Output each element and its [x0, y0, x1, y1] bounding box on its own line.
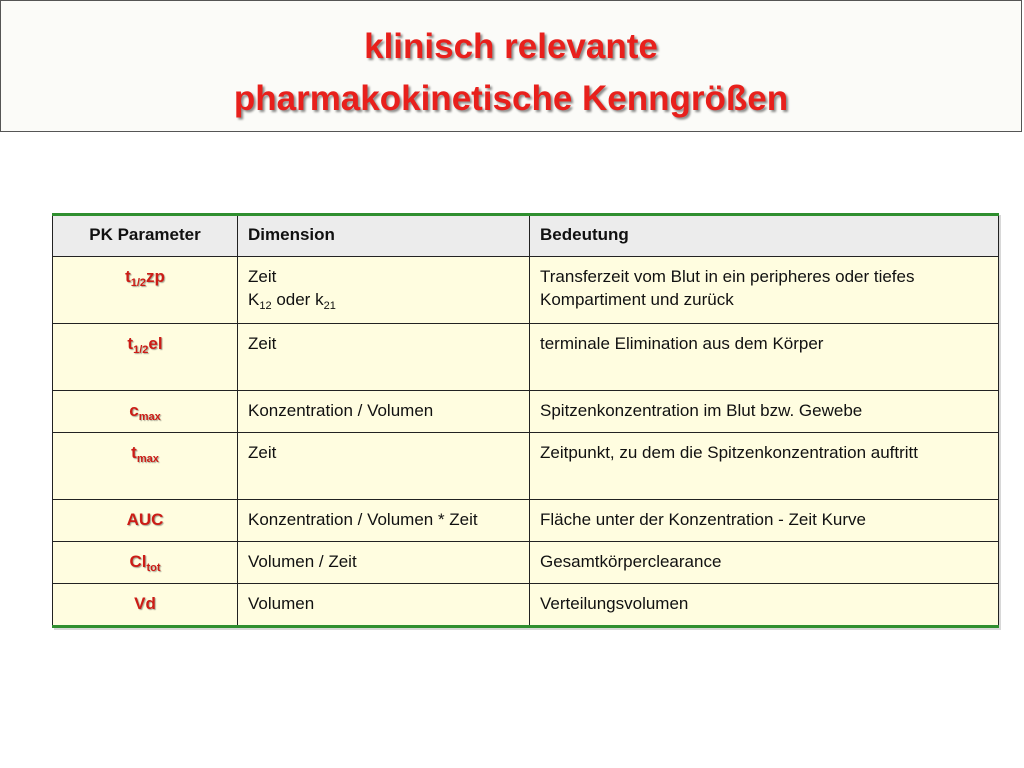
page-title-line-2: pharmakokinetische Kenngrößen [233, 79, 789, 118]
param-symbol: t [125, 267, 131, 286]
dimension-subscript: 21 [323, 300, 336, 312]
dimension-cell: Volumen / Zeit [238, 542, 530, 584]
table-row [53, 257, 999, 324]
meaning-cell [530, 257, 999, 324]
dimension-symbol: K [248, 290, 260, 309]
dimension-cell: Konzentration / Volumen * Zeit [238, 500, 530, 542]
table-row [53, 500, 999, 542]
meaning-cell: Fläche unter der Konzentration - Zeit Kurve [530, 500, 999, 542]
param-suffix: el [148, 334, 163, 353]
table-row [53, 584, 999, 627]
param-subscript: max [138, 411, 161, 423]
param-cell [53, 391, 238, 433]
meaning-cell: Verteilungsvolumen [530, 584, 999, 627]
param-symbol: Cl [129, 552, 147, 571]
dimension-text: oder k [271, 290, 324, 309]
param-symbol: t [131, 443, 137, 462]
param-cell [53, 324, 238, 391]
param-subscript: max [136, 453, 159, 465]
param-cell: AUC [53, 500, 238, 542]
table-row [53, 391, 999, 433]
dimension-line: Zeit [248, 267, 277, 286]
dimension-cell: Volumen [238, 584, 530, 627]
dimension-cell: Zeit [238, 324, 530, 391]
param-cell [53, 542, 238, 584]
param-symbol: c [129, 401, 139, 420]
meaning-cell: Spitzenkonzentration im Blut bzw. Gewebe [530, 391, 999, 433]
param-cell [53, 433, 238, 500]
header-bedeutung: Bedeutung [530, 215, 999, 257]
param-subscript: 1/2 [130, 277, 147, 289]
param-subscript: tot [146, 562, 161, 574]
dimension-subscript: 12 [259, 300, 272, 312]
param-suffix: zp [146, 267, 165, 286]
header-dimension: Dimension [238, 215, 530, 257]
dimension-cell: Zeit [238, 433, 530, 500]
param-cell [53, 257, 238, 324]
title-box [0, 0, 1022, 132]
pk-parameter-table [52, 213, 999, 628]
header-pk-parameter: PK Parameter [53, 215, 238, 257]
meaning-cell: Gesamtkörperclearance [530, 542, 999, 584]
param-cell: Vd [53, 584, 238, 627]
dimension-cell: Konzentration / Volumen [238, 391, 530, 433]
table-row [53, 542, 999, 584]
meaning-line: Kompartiment und zurück [540, 290, 734, 309]
table-row [53, 324, 999, 391]
table-header-row [53, 215, 999, 257]
param-subscript: 1/2 [133, 344, 149, 356]
page-title-line-1: klinisch relevante [364, 27, 658, 66]
meaning-cell: terminale Elimination aus dem Körper [530, 324, 999, 391]
table-row [53, 433, 999, 500]
dimension-cell [238, 257, 530, 324]
dimension-line [248, 288, 519, 311]
meaning-cell: Zeitpunkt, zu dem die Spitzenkonzentration auftritt [530, 433, 999, 500]
param-symbol: t [127, 334, 134, 353]
meaning-line: Transferzeit vom Blut in ein peripheres oder tiefes [540, 267, 915, 286]
